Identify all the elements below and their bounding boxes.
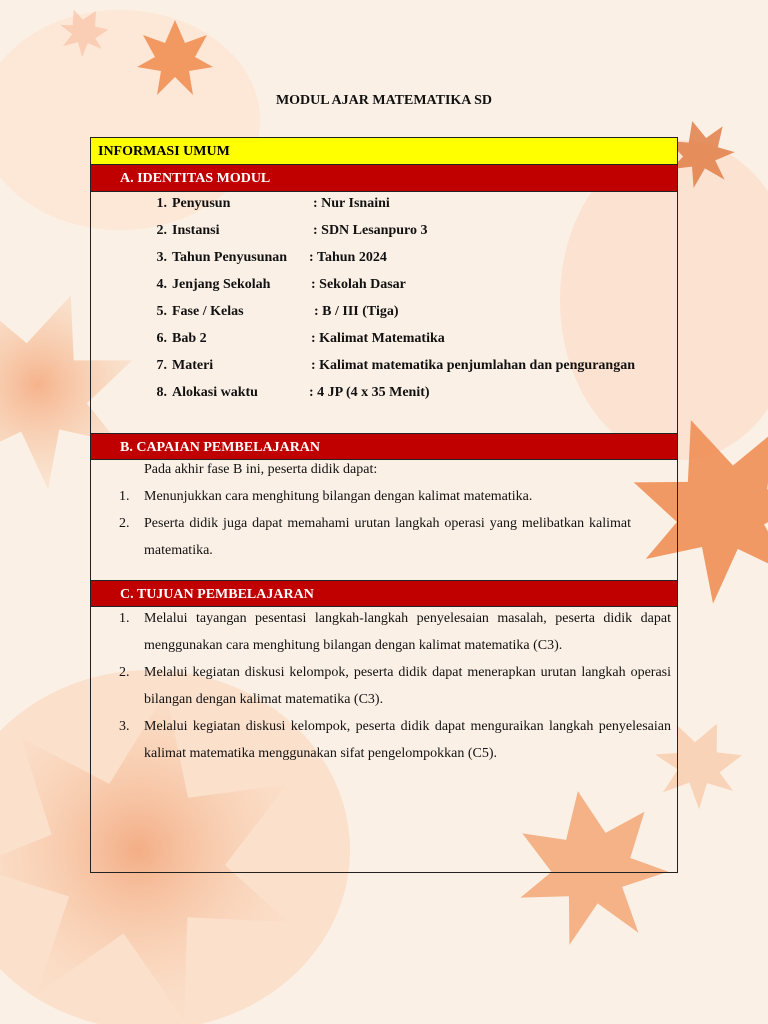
list-item: 1.	[119, 611, 130, 626]
section-a-heading: A. IDENTITAS MODUL	[91, 165, 677, 192]
section-c-heading: C. TUJUAN PEMBELAJARAN	[91, 580, 677, 607]
list-item: 3.	[119, 719, 130, 734]
list-item: 2.	[119, 516, 130, 531]
list-item: 2.	[119, 665, 130, 680]
section-b-heading: B. CAPAIAN PEMBELAJARAN	[91, 433, 677, 460]
list-item-text: Menunjukkan cara menghitung bilangan dengan kalimat matematika.	[144, 489, 533, 504]
list-item-text: Peserta didik juga dapat memahami urutan langkah operasi yang melibatkan kalimat matematika.	[144, 516, 631, 558]
list-item: 1.	[119, 489, 130, 504]
list-item-text: Melalui tayangan pesentasi langkah-langkah penyelesaian masalah, peserta didik dapat menggunakan cara menghitung bilangan dengan kalimat matematika (C3).	[144, 611, 671, 653]
info-header: INFORMASI UMUM	[91, 138, 677, 165]
page-title: MODUL AJAR MATEMATIKA SD	[275, 93, 493, 108]
info-table: INFORMASI UMUM A. IDENTITAS MODUL 1. Penyusun : Nur Isnaini 2. Instansi : SDN Lesanpuro 3 3. Tahun Penyusunan : Tahun 2024 4. Jenjang Sekolah : Sekolah Dasar 5. Fase / Kelas : B / III (Tiga) 6. Bab 2 : Kalimat Matematika 7. Materi : Kalimat matematika penjumlahan dan pengurangan 8. Alokasi waktu : 4 JP (4 x 35 Menit) B. CAPAIAN PEMBELAJARAN Pada akhir fase B ini, peserta didik dapat: 1. Menunjukkan cara menghitung bilangan dengan kalimat matematika. 2. Peserta didik juga dapat memahami urutan langkah operasi yang melibatkan kalimat matematika. C. TUJUAN PEMBELAJARAN 1. Melalui tayangan pesentasi langkah-langkah penyelesaian masalah, peserta didik dapat menggunakan cara menghitung bilangan dengan kalimat matematika (C3). 2. Melalui kegiatan diskusi kelompok, peserta didik dapat menerapkan urutan langkah operasi bilangan dengan kalimat matematika (C3). 3. Melalui kegiatan diskusi kelompok, peserta didik dapat menguraikan langkah penyelesaian kalimat matematika menggunakan sifat pengelompokkan (C5).	[90, 137, 678, 873]
list-item-text: Melalui kegiatan diskusi kelompok, peserta didik dapat menerapkan urutan langkah operasi bilangan dengan kalimat matematika (C3).	[144, 665, 671, 707]
list-item-text: Melalui kegiatan diskusi kelompok, peserta didik dapat menguraikan langkah penyelesaian kalimat matematika menggunakan sifat pengelompokkan (C5).	[144, 719, 671, 761]
section-b-intro: Pada akhir fase B ini, peserta didik dapat:	[144, 462, 378, 477]
